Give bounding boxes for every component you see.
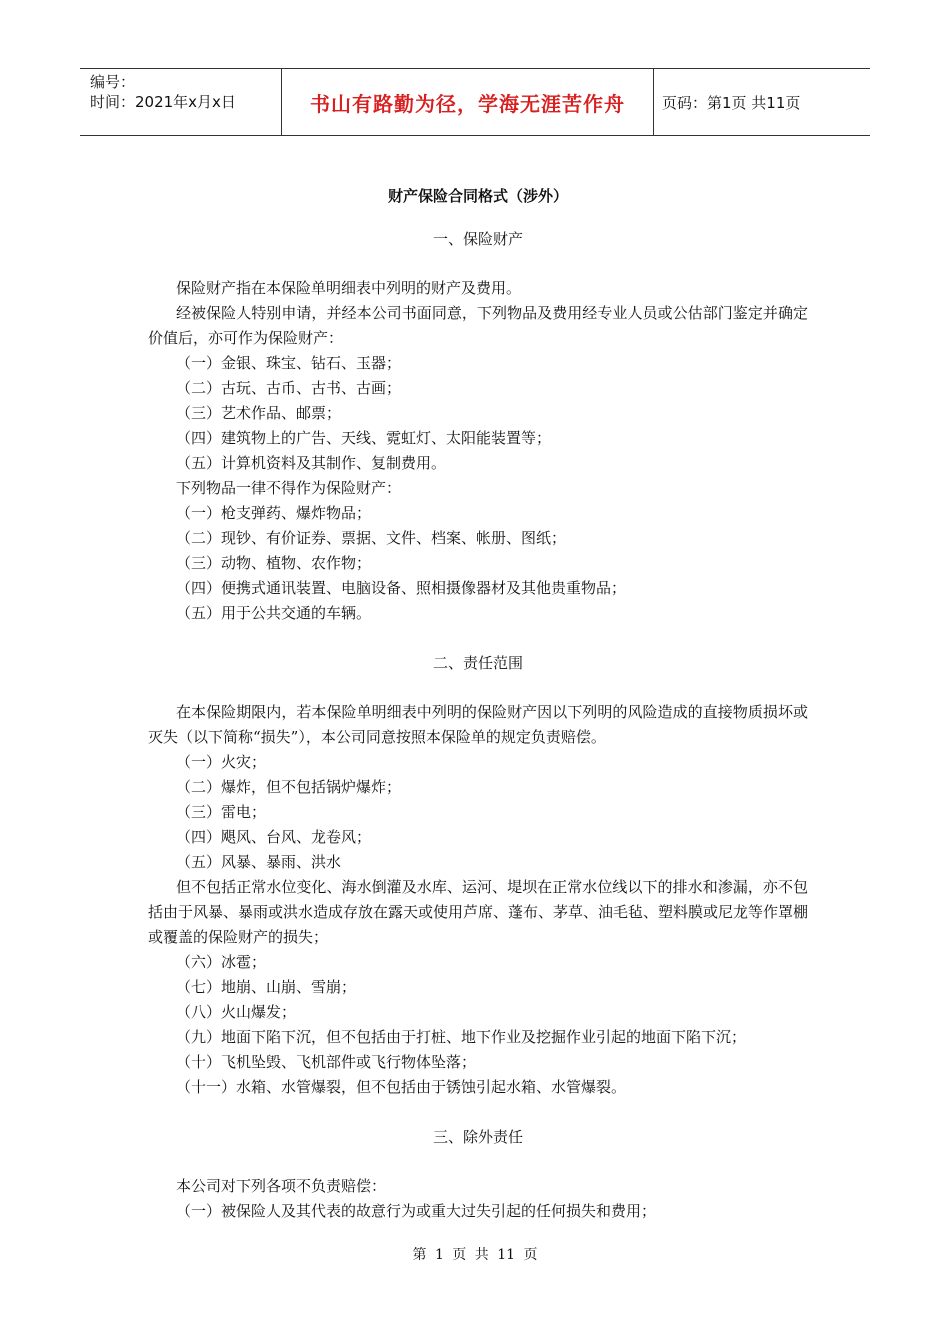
list-item: （七）地崩、山崩、雪崩； [176,978,357,996]
document-body [148,184,808,1224]
list-item: （十一）水箱、水管爆裂，但不包括由于锈蚀引起水箱、水管爆裂。 [176,1078,627,1096]
section-title: 三、除外责任 [432,1128,523,1146]
list-item: （二）爆炸，但不包括锅炉爆炸； [176,778,402,796]
list-item: （五）风暴、暴雨、洪水 [176,853,342,871]
list-item: （五）用于公共交通的车辆。 [176,604,372,622]
page-header [80,68,870,136]
list-item: （五）计算机资料及其制作、复制费用。 [176,454,447,472]
list-item: （一）被保险人及其代表的故意行为或重大过失引起的任何损失和费用； [176,1202,657,1220]
list-item: （六）冰雹； [176,953,267,971]
list-item: （三）雷电； [176,803,267,821]
header-meta-cell [80,69,282,135]
document-title: 财产保险合同格式（涉外） [387,187,568,205]
list-item: （二）现钞、有价证券、票据、文件、档案、帐册、图纸； [176,529,567,547]
paragraph: 在本保险期限内，若本保险单明细表中列明的保险财产因以下列明的风险造成的直接物质损坏或灭失（以下简称“损失”），本公司同意按照本保险单的规定负责赔偿。 [148,703,808,746]
list-item: （四）便携式通讯装置、电脑设备、照相摄像器材及其他贵重物品； [176,579,627,597]
list-item: （一）金银、珠宝、钻石、玉器； [176,354,402,372]
section-title: 二、责任范围 [432,654,523,672]
paragraph: 保险财产指在本保险单明细表中列明的财产及费用。 [176,279,522,297]
list-item: （八）火山爆发； [176,1003,297,1021]
list-item: （一）枪支弹药、爆炸物品； [176,504,372,522]
list-item: （一）火灾； [176,753,267,771]
paragraph: 但不包括正常水位变化、海水倒灌及水库、运河、堤坝在正常水位线以下的排水和渗漏，亦不包括由于风暴、暴雨或洪水造成存放在露天或使用芦席、蓬布、茅草、油毛毡、塑料膜或尼龙等作罩棚或覆盖的保险财产的损失； [148,878,809,946]
list-item: （四）飓风、台风、龙卷风； [176,828,372,846]
list-item: （三）艺术作品、邮票； [176,404,342,422]
section-title: 一、保险财产 [432,230,523,248]
list-item: （三）动物、植物、农作物； [176,554,372,572]
section-scope-of-liability [148,651,808,1100]
section-insured-property [148,227,808,626]
document-date-label: 时间：2021年x月x日 [90,93,236,111]
list-item: （九）地面下陷下沉，但不包括由于打桩、地下作业及挖掘作业引起的地面下陷下沉； [176,1028,747,1046]
header-page-info: 页码：第1页 共11页 [662,93,801,112]
list-item: （十）飞机坠毁、飞机部件或飞行物体坠落； [176,1053,477,1071]
list-item: （二）古玩、古币、古书、古画； [176,379,402,397]
paragraph: 经被保险人特别申请，并经本公司书面同意，下列物品及费用经专业人员或公估部门鉴定并确定价值后，亦可作为保险财产： [148,304,808,347]
list-item: （四）建筑物上的广告、天线、霓虹灯、太阳能装置等； [176,429,552,447]
header-motto: 书山有路勤为径，学海无涯苦作舟 [282,69,654,135]
paragraph: 本公司对下列各项不负责赔偿： [176,1177,387,1195]
section-exclusions [148,1125,808,1224]
document-number-label: 编号： [90,73,136,91]
paragraph: 下列物品一律不得作为保险财产： [176,479,402,497]
page-footer: 第 1 页 共 11 页 [412,1247,538,1263]
